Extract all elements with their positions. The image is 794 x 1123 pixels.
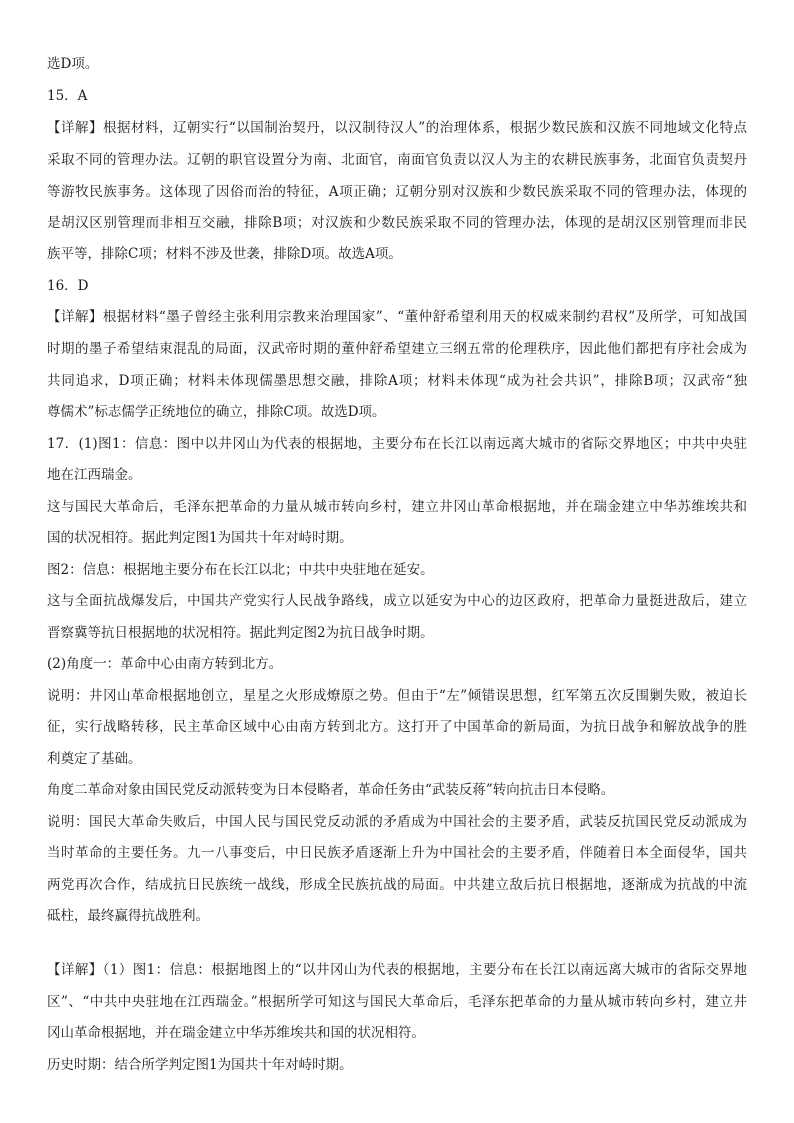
text-line: 征，实行战略转移，民主革命区域中心由南方转到北方。这打开了中国革命的新局面，为抗日战争和解放战争的胜 xyxy=(47,719,747,735)
text-line: 角度二革命对象由国民党反动派转变为日本侵略者，革命任务由“武装反蒋”转向抗击日本侵略。 xyxy=(47,782,615,798)
text-line: 当时革命的主要任务。九一八事变后，中日民族矛盾逐渐上升为中国社会的主要矛盾，伴随着日本全面侵华，国共 xyxy=(47,845,747,861)
text-line: 【详解】（1）图1：信息：根据地图上的“以井冈山为代表的根据地，主要分布在长江以南远离大城市的省际交界地 xyxy=(47,962,747,978)
text-line: 砥柱，最终赢得抗战胜利。 xyxy=(47,908,209,924)
question-number: 15．A xyxy=(47,88,88,104)
text-line: 采取不同的管理办法。辽朝的职官设置分为南、北面官，南面官负责以汉人为主的农耕民族事务，北面官负责契丹 xyxy=(47,152,747,168)
text-line: 选D项。 xyxy=(47,56,99,72)
text-line: 图2：信息：根据地主要分布在长江以北；中共中央驻地在延安。 xyxy=(47,562,434,578)
text-line: 说明：井冈山革命根据地创立，星星之火形成燎原之势。但由于“左”倾错误思想，红军第五次反围剿失败，被迫长 xyxy=(47,688,747,704)
text-line: 共同追求，D项正确；材料未体现儒墨思想交融，排除A项；材料未体现“成为社会共识”，排除B项；汉武帝“独 xyxy=(47,373,747,389)
text-line: 两党再次合作，结成抗日民族统一战线，形成全民族抗战的局面。中共建立敌后抗日根据地，逐渐成为抗战的中流 xyxy=(47,877,747,893)
text-line: 族平等，排除C项；材料不涉及世袭，排除D项。故选A项。 xyxy=(47,246,402,262)
text-line: 说明：国民大革命失败后，中国人民与国民党反动派的矛盾成为中国社会的主要矛盾，武装反抗国民党反动派成为 xyxy=(47,814,747,830)
text-line: 历史时期：结合所学判定图1为国共十年对峙时期。 xyxy=(47,1057,353,1073)
text-line: 这与全面抗战爆发后，中国共产党实行人民战争路线，成立以延安为中心的边区政府，把革命力量挺进敌后，建立 xyxy=(47,593,747,609)
text-line: 17．(1)图1：信息：图中以井冈山为代表的根据地，主要分布在长江以南远离大城市的省际交界地区；中共中央驻 xyxy=(47,436,747,452)
text-line: 区”、“中共中央驻地在江西瑞金。”根据所学可知这与国民大革命后，毛泽东把革命的力量从城市转向乡村，建立井 xyxy=(47,994,747,1010)
text-line: 【详解】根据材料“墨子曾经主张利用宗教来治理国家”、“董仲舒希望利用天的权威来制约君权”及所学，可知战国 xyxy=(47,309,747,325)
text-line: (2)角度一：革命中心由南方转到北方。 xyxy=(47,656,283,672)
text-line: 国的状况相符。据此判定图1为国共十年对峙时期。 xyxy=(47,530,353,546)
text-line: 尊儒术”标志儒学正统地位的确立，排除C项。故选D项。 xyxy=(47,404,386,420)
text-line: 冈山革命根据地，并在瑞金建立中华苏维埃共和国的状况相符。 xyxy=(47,1025,425,1041)
text-line: 利奠定了基础。 xyxy=(47,751,142,767)
question-number: 16．D xyxy=(47,278,89,294)
text-line: 这与国民大革命后，毛泽东把革命的力量从城市转向乡村，建立井冈山革命根据地，并在瑞金建立中华苏维埃共和 xyxy=(47,499,747,515)
text-line: 地在江西瑞金。 xyxy=(47,467,142,483)
text-line: 是胡汉区别管理而非相互交融，排除B项；对汉族和少数民族采取不同的管理办法，体现的是胡汉区别管理而非民 xyxy=(47,215,747,231)
text-line: 时期的墨子希望结束混乱的局面，汉武帝时期的董仲舒希望建立三纲五常的伦理秩序，因此他们都把有序社会成为 xyxy=(47,341,747,357)
text-line: 等游牧民族事务。这体现了因俗而治的特征，A项正确；辽朝分别对汉族和少数民族采取不同的管理办法，体现的 xyxy=(47,184,747,200)
text-line: 【详解】根据材料，辽朝实行“以国制治契丹，以汉制待汉人”的治理体系，根据少数民族和汉族不同地域文化特点 xyxy=(47,120,747,136)
text-line: 晋察冀等抗日根据地的状况相符。据此判定图2为抗日战争时期。 xyxy=(47,625,434,641)
